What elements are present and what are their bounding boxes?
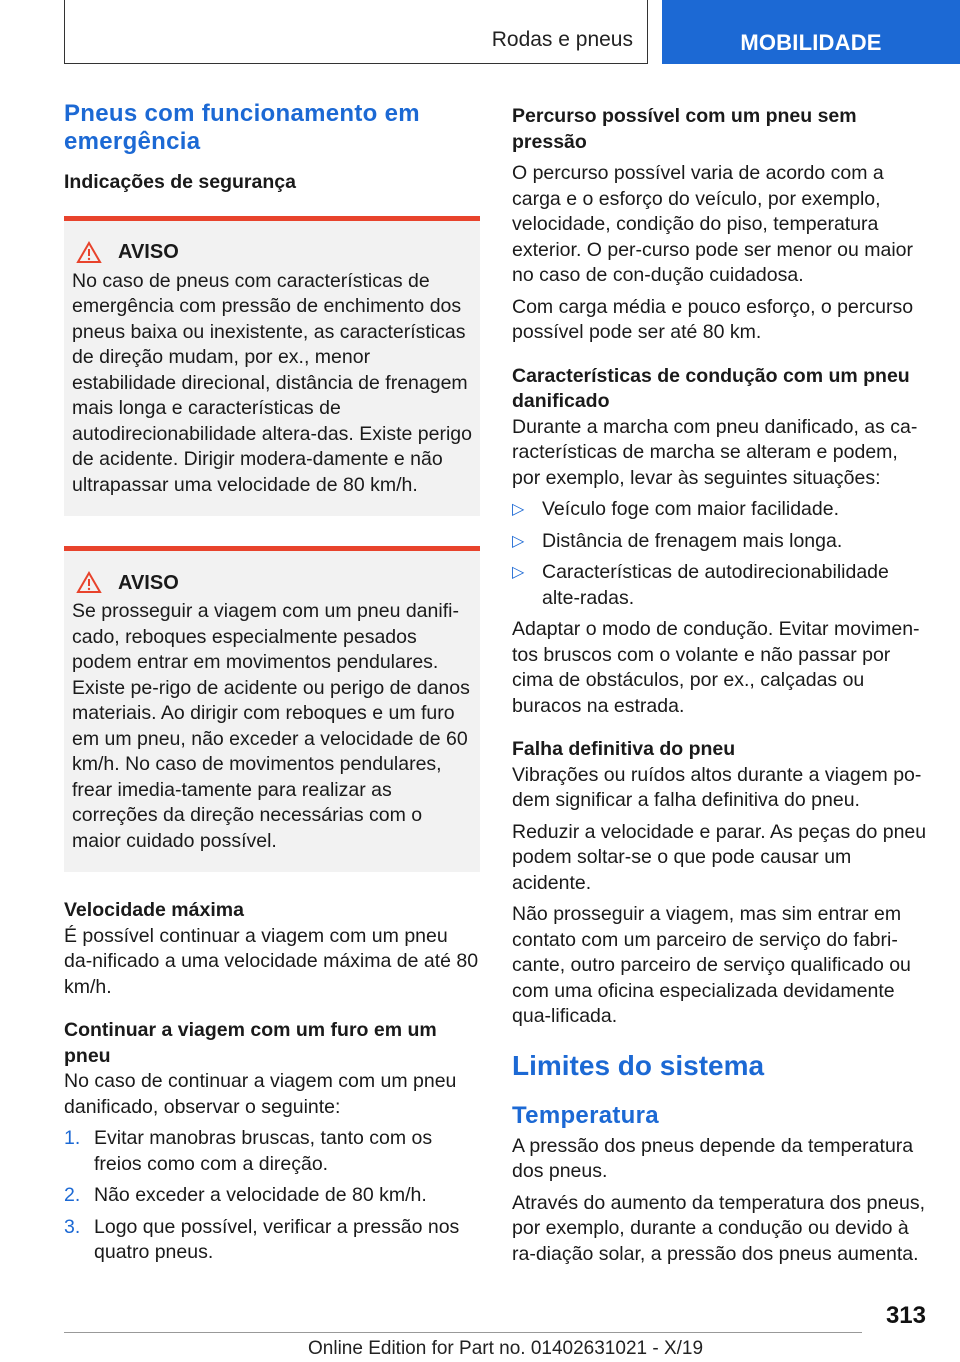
- list-text: Não exceder a velocidade de 80 km/h.: [94, 1184, 427, 1206]
- warning-text: Se prosseguir a viagem com um pneu danifi-cado, reboques especialmente pesados podem entrar em movimentos pendulares. Existe pe-rigo de acidente ou perigo de danos materiais. Ao dirigir com reboques e um furo em um pneu, não exceder a velocidade de 60 km/h. No caso de movimentos pendulares, frear imedia-tamente para realizar as correções da direção necessárias com o maior cuidado possível.: [72, 600, 470, 852]
- list-text: Características de autodirecionabilidade alte-radas.: [542, 561, 889, 609]
- warning-box-2: [64, 546, 480, 872]
- section-title: Pneus com funcionamento em emergência: [64, 100, 420, 155]
- header-box: [64, 0, 648, 64]
- limits-heading: Limites do sistema: [512, 1049, 765, 1081]
- list-text: Evitar manobras bruscas, tanto com os freios como com a direção.: [94, 1127, 433, 1175]
- warning-text: No caso de pneus com características de emergência com pressão de enchimento dos pneus baixa ou inexistente, as características de direção mudam, por ex., menor estabilidade direcional, distância de frenagem mais longa e características de autodirecionabilidade altera-das. Existe perigo de acidente. Dirigir modera-damente e não ultrapassar uma velocidade de 80 km/h.: [72, 269, 472, 496]
- list-item: [512, 560, 928, 611]
- continue-list: [64, 1126, 480, 1266]
- warning-label: AVISO: [118, 571, 179, 594]
- warning-head: [72, 241, 472, 265]
- warning-triangle-icon: [76, 241, 110, 265]
- triangle-right-icon: ▷: [512, 501, 525, 518]
- page-number: 313: [885, 1302, 926, 1329]
- right-column: [512, 104, 928, 1273]
- temperature-heading: Temperatura: [512, 1101, 659, 1129]
- driving-heading: Características de condução com um pneu danificado: [512, 364, 910, 412]
- driving-list: [512, 497, 928, 611]
- failure-text-1: Vibrações ou ruídos altos durante a viagem po-dem significar a falha definitiva do pneu.: [512, 763, 922, 811]
- range-text-2: Com carga média e pouco esforço, o percurso possível pode ser até 80 km.: [512, 295, 914, 343]
- header-tab-mobilidade[interactable]: [662, 0, 960, 64]
- list-item: [512, 497, 928, 523]
- temperature-text-2: Através do aumento da temperatura dos pneus, por exemplo, durante a condução ou devido à ra-diação solar, a pressão dos pneus aumenta.: [512, 1191, 926, 1265]
- footer-divider: [64, 1332, 862, 1333]
- max-speed-text: É possível continuar a viagem com um pneu da-nificado a uma velocidade máxima de até 80 km/h.: [64, 924, 479, 998]
- header-section-title: Rodas e pneus: [491, 28, 633, 51]
- failure-text-3: Não prosseguir a viagem, mas sim entrar em contato com um parceiro de serviço do fabri-cante, outro parceiro de serviço qualificado ou com uma oficina especializada devidamente qua-lificada.: [512, 903, 911, 1027]
- header-tab-label: MOBILIDADE: [740, 30, 882, 55]
- list-item: [512, 529, 928, 555]
- triangle-right-icon: ▷: [512, 564, 525, 581]
- list-item: [64, 1126, 480, 1177]
- list-number: 2.: [64, 1184, 81, 1206]
- list-item: [64, 1183, 480, 1209]
- list-number: 3.: [64, 1215, 81, 1238]
- warning-box-1: [64, 216, 480, 517]
- warning-label: AVISO: [118, 241, 179, 263]
- temperature-text-1: A pressão dos pneus depende da temperatura dos pneus.: [512, 1134, 914, 1182]
- driving-text-2: Adaptar o modo de condução. Evitar movimen-tos bruscos com o volante e não passar por cima de obstáculos, por ex., calçadas ou buracos na estrada.: [512, 618, 920, 717]
- left-column: [64, 100, 480, 1272]
- list-item: [64, 1215, 480, 1266]
- warning-head: [72, 571, 472, 595]
- continue-text: No caso de continuar a viagem com um pneu danificado, observar o seguinte:: [64, 1070, 457, 1118]
- list-text: Distância de frenagem mais longa.: [542, 529, 843, 552]
- list-number: 1.: [64, 1127, 81, 1149]
- range-text-1: O percurso possível varia de acordo com a carga e o esforço do veículo, por exemplo, velocidade, condição do piso, temperatura exterior. O per-curso pode ser menor ou maior no caso de con-dução cuidadosa.: [512, 162, 914, 286]
- failure-heading: Falha definitiva do pneu: [512, 738, 736, 760]
- safety-heading: Indicações de segurança: [64, 171, 296, 193]
- list-text: Veículo foge com maior facilidade.: [542, 498, 839, 520]
- footer-edition: Online Edition for Part no. 01402631021 - X/19: [308, 1338, 704, 1359]
- continue-heading: Continuar a viagem com um furo em um pneu: [64, 1019, 437, 1067]
- failure-text-2: Reduzir a velocidade e parar. As peças do pneu podem soltar-se o que pode causar um acidente.: [512, 820, 927, 894]
- max-speed-heading: Velocidade máxima: [64, 899, 244, 921]
- warning-triangle-icon: [76, 571, 110, 595]
- driving-text-1: Durante a marcha com pneu danificado, as ca-racterísticas de marcha se alteram e podem, por exemplo, levar às seguintes situações:: [512, 415, 918, 489]
- range-heading: Percurso possível com um pneu sem pressão: [512, 105, 857, 153]
- list-text: Logo que possível, verificar a pressão nos quatro pneus.: [94, 1215, 460, 1263]
- triangle-right-icon: ▷: [512, 532, 525, 550]
